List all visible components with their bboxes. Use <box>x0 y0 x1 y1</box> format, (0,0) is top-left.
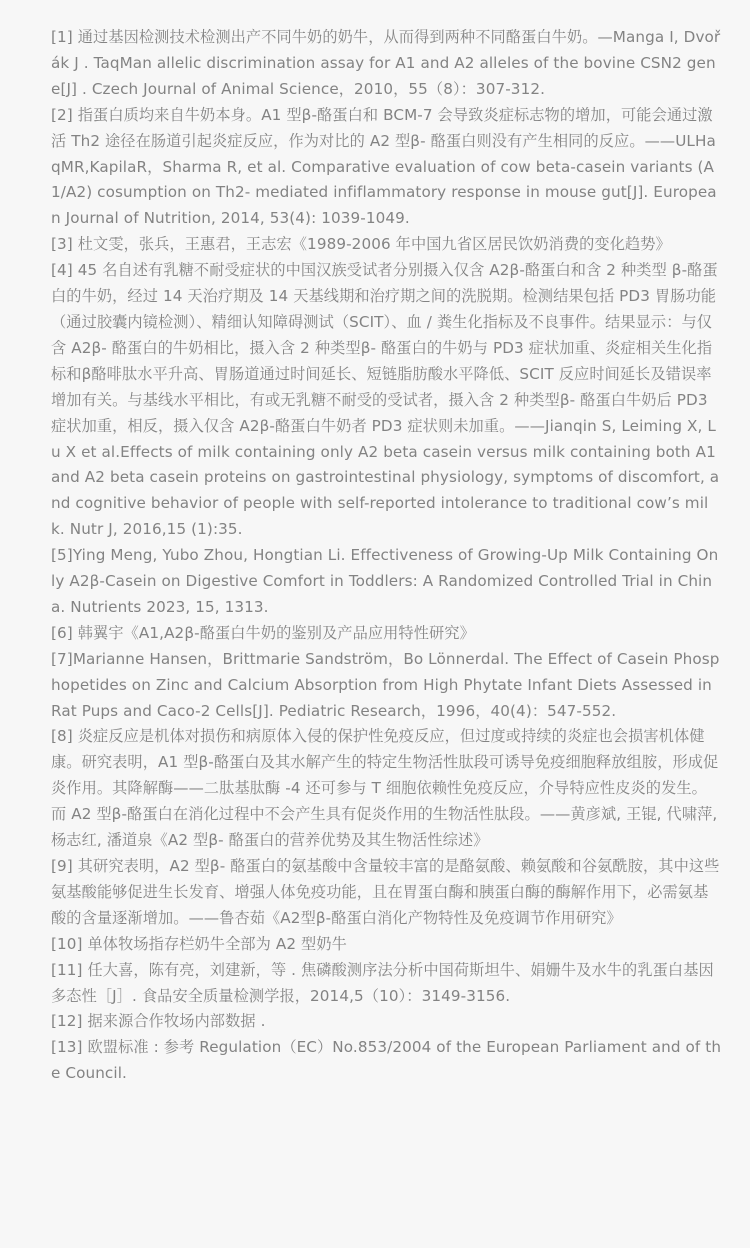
reference-item-4: [4] 45 名自述有乳糖不耐受症状的中国汉族受试者分别摄入仅含 A2β-酪蛋白和含 2 种类型 β-酪蛋白的牛奶，经过 14 天治疗期及 14 天基线期和治疗期之间的洗脱期。检测结果包括 PD3 胃肠功能（通过胶囊内镜检测）、精细认知障碍测试（SCIT）、血 / 粪生化指标及不良事件。结果显示：与仅含 A2β- 酪蛋白的牛奶相比，摄入含 2 种类型β- 酪蛋白的牛奶与 PD3 症状加重、炎症相关生化指标和β酪啡肽水平升高、胃肠道通过时间延长、短链脂肪酸水平降低、SCIT 反应时间延长及错误率增加有关。与基线水平相比，有或无乳糖不耐受的受试者，摄入含 2 种类型β- 酪蛋白牛奶后 PD3 症状加重，相反，摄入仅含 A2β-酪蛋白牛奶者 PD3 症状则未加重。——Jianqin S, Leiming X, Lu X et al.Effects of milk containing only A2 beta casein versus milk containing both A1 and A2 beta casein proteins on gastrointestinal physiology, symptoms of discomfort, and cognitive behavior of people with self-reported intolerance to traditional cow’s milk. Nutr J, 2016,15 (1):35. <box>51 261 720 539</box>
reference-item-13: [13] 欧盟标准 : 参考 Regulation（EC）No.853/2004 of the European Parliament and of the Council. <box>51 1038 722 1083</box>
reference-item-5: [5]Ying Meng, Yubo Zhou, Hongtian Li. Effectiveness of Growing-Up Milk Containing Only A2β-Casein on Digestive Comfort in Toddlers: A Randomized Controlled Trial in China. Nutrients 2023, 15, 1313. <box>51 546 719 616</box>
reference-item-2: [2] 指蛋白质均来自牛奶本身。A1 型β-酪蛋白和 BCM-7 会导致炎症标志物的增加，可能会通过激活 Th2 途径在肠道引起炎症反应，作为对比的 A2 型β- 酪蛋白则没有产生相同的反应。——ULHaqMR,KapilaR，Sharma R, et al. Comparative evaluation of cow beta-casein variants (A1/A2) cosumption on Th2- mediated infiflammatory response in mouse gut[J]. European Journal of Nutrition, 2014, 53(4): 1039-1049. <box>51 105 717 228</box>
reference-item-11: [11] 任大喜，陈有亮，刘建新，等 . 焦磷酸测序法分析中国荷斯坦牛、娟姗牛及水牛的乳蛋白基因多态性［J］. 食品安全质量检测学报，2014,5（10）：3149-3156. <box>51 960 714 1005</box>
reference-item-10: [10] 单体牧场指存栏奶牛全部为 A2 型奶牛 <box>51 934 347 953</box>
reference-item-12: [12] 据来源合作牧场内部数据 . <box>51 1012 266 1031</box>
reference-item-1: [1] 通过基因检测技术检测出产不同牛奶的奶牛，从而得到两种不同酪蛋白牛奶。—Manga I, Dvořák J . TaqMan allelic discrimination assay for A1 and A2 alleles of the bovine CSN2 gene[J] . Czech Journal of Animal Science，2010，55（8）：307-312. <box>51 28 721 98</box>
reference-item-6: [6] 韩翼宇《A1,A2β-酪蛋白牛奶的鉴别及产品应用特性研究》 <box>51 623 475 642</box>
reference-item-3: [3] 杜文雯，张兵，王惠君，王志宏《1989-2006 年中国九省区居民饮奶消费的变化趋势》 <box>51 235 671 254</box>
reference-item-7: [7]Marianne Hansen，Brittmarie Sandström，Bo Lönnerdal. The Effect of Casein Phosphopetides on Zinc and Calcium Absorption from High Phytate Infant Diets Assessed in Rat Pups and Caco-2 Cells[J]. Pediatric Research，1996，40(4)：547-552. <box>51 649 720 720</box>
reference-item-8: [8] 炎症反应是机体对损伤和病原体入侵的保护性免疫反应，但过度或持续的炎症也会损害机体健康。研究表明，A1 型β-酪蛋白及其水解产生的特定生物活性肽段可诱导免疫细胞释放组胺，形成促炎作用。其降解酶——二肽基肽酶 -4 还可参与 T 细胞依赖性免疫反应，介导特应性皮炎的发生。而 A2 型β-酪蛋白在消化过程中不会产生具有促炎作用的生物活性肽段。——黄彦斌, 王锟, 代啸萍, 杨志红, 潘道泉《A2 型β- 酪蛋白的营养优势及其生物活性综述》 <box>51 727 719 850</box>
reference-list <box>51 25 722 1087</box>
reference-item-9: [9] 其研究表明，A2 型β- 酪蛋白的氨基酸中含量较丰富的是酪氨酸、赖氨酸和谷氨酰胺，其中这些氨基酸能够促进生长发育、增强人体免疫功能，且在胃蛋白酶和胰蛋白酶的酶解作用下，必需氨基酸的含量逐渐增加。——鲁杏茹《A2型β-酪蛋白消化产物特性及免疫调节作用研究》 <box>51 857 720 927</box>
